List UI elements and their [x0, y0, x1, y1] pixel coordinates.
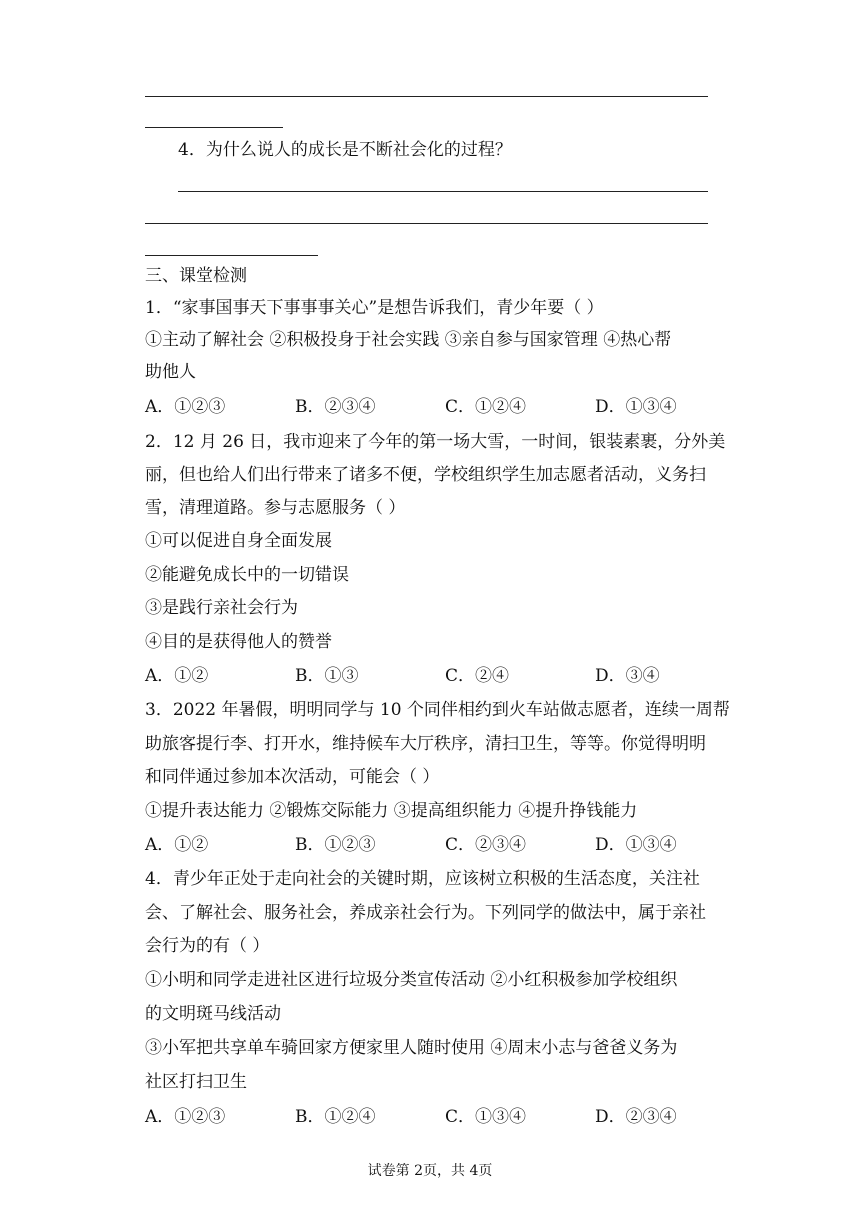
- q4-stem-line-3: 会行为的有（ ）: [145, 936, 270, 956]
- q2-statement-2: ②能避免成长中的一切错误: [145, 565, 349, 585]
- answer-line-2[interactable]: [145, 127, 283, 128]
- q1-statement-line-2: 助他人: [145, 362, 196, 382]
- q2-option-b[interactable]: B．①③: [295, 666, 359, 686]
- page-footer: 试卷第 2页，共 4页: [367, 1163, 493, 1179]
- section-title: 三、课堂检测: [145, 266, 247, 286]
- question-4-prompt: 4．为什么说人的成长是不断社会化的过程？: [178, 140, 512, 160]
- q4-option-a[interactable]: A．①②③: [145, 1107, 226, 1127]
- q1-option-c[interactable]: C．①②④: [445, 397, 527, 417]
- q3-stem-line-2: 助旅客提行李、打开水，维持候车大厅秩序，清扫卫生，等等。你觉得明明: [145, 734, 706, 754]
- answer-line-3[interactable]: [178, 191, 708, 192]
- q4-option-c[interactable]: C．①③④: [445, 1107, 527, 1127]
- q4-stem-line-1: 4．青少年正处于走向社会的关键时期，应该树立积极的生活态度，关注社: [145, 869, 700, 889]
- q2-option-d[interactable]: D．③④: [595, 666, 660, 686]
- q4-statement-line-1: ①小明和同学走进社区进行垃圾分类宣传活动 ②小红积极参加学校组织: [145, 970, 678, 990]
- q1-option-a[interactable]: A．①②③: [145, 397, 226, 417]
- answer-line-5[interactable]: [145, 255, 318, 256]
- q4-statement-line-2: 的文明斑马线活动: [145, 1004, 281, 1024]
- q1-option-d[interactable]: D．①③④: [595, 397, 677, 417]
- q2-statement-3: ③是践行亲社会行为: [145, 598, 298, 618]
- answer-line-1[interactable]: [145, 96, 708, 97]
- q3-option-d[interactable]: D．①③④: [595, 835, 677, 855]
- q3-option-a[interactable]: A．①②: [145, 835, 209, 855]
- q3-statement-line: ①提升表达能力 ②锻炼交际能力 ③提高组织能力 ④提升挣钱能力: [145, 801, 638, 821]
- q2-stem-line-2: 丽，但也给人们出行带来了诸多不便，学校组织学生加志愿者活动，义务扫: [145, 465, 706, 485]
- q3-option-c[interactable]: C．②③④: [445, 835, 527, 855]
- q2-stem-line-3: 雪，清理道路。参与志愿服务（ ）: [145, 498, 406, 518]
- q2-option-a[interactable]: A．①②: [145, 666, 209, 686]
- q1-statement-line-1: ①主动了解社会 ②积极投身于社会实践 ③亲自参与国家管理 ④热心帮: [145, 330, 672, 350]
- q2-stem-line-1: 2．12 月 26 日，我市迎来了今年的第一场大雪，一时间，银装素裹，分外美: [145, 432, 726, 452]
- q3-stem-line-3: 和同伴通过参加本次活动，可能会（ ）: [145, 767, 440, 787]
- q1-option-b[interactable]: B．②③④: [295, 397, 376, 417]
- q4-option-b[interactable]: B．①②④: [295, 1107, 376, 1127]
- q2-statement-1: ①可以促进自身全面发展: [145, 531, 332, 551]
- q4-statement-line-4: 社区打扫卫生: [145, 1072, 247, 1092]
- q3-stem-line-1: 3．2022 年暑假，明明同学与 10 个同伴相约到火车站做志愿者，连续一周帮: [145, 700, 730, 720]
- q2-option-c[interactable]: C．②④: [445, 666, 510, 686]
- q4-option-d[interactable]: D．②③④: [595, 1107, 677, 1127]
- q4-stem-line-2: 会、了解社会、服务社会，养成亲社会行为。下列同学的做法中，属于亲社: [145, 903, 706, 923]
- q3-option-b[interactable]: B．①②③: [295, 835, 376, 855]
- answer-line-4[interactable]: [145, 223, 708, 224]
- q4-statement-line-3: ③小军把共享单车骑回家方便家里人随时使用 ④周末小志与爸爸义务为: [145, 1038, 678, 1058]
- q1-stem-line-1: 1．“家事国事天下事事事关心”是想告诉我们，青少年要（ ）: [145, 298, 604, 318]
- q2-statement-4: ④目的是获得他人的赞誉: [145, 632, 332, 652]
